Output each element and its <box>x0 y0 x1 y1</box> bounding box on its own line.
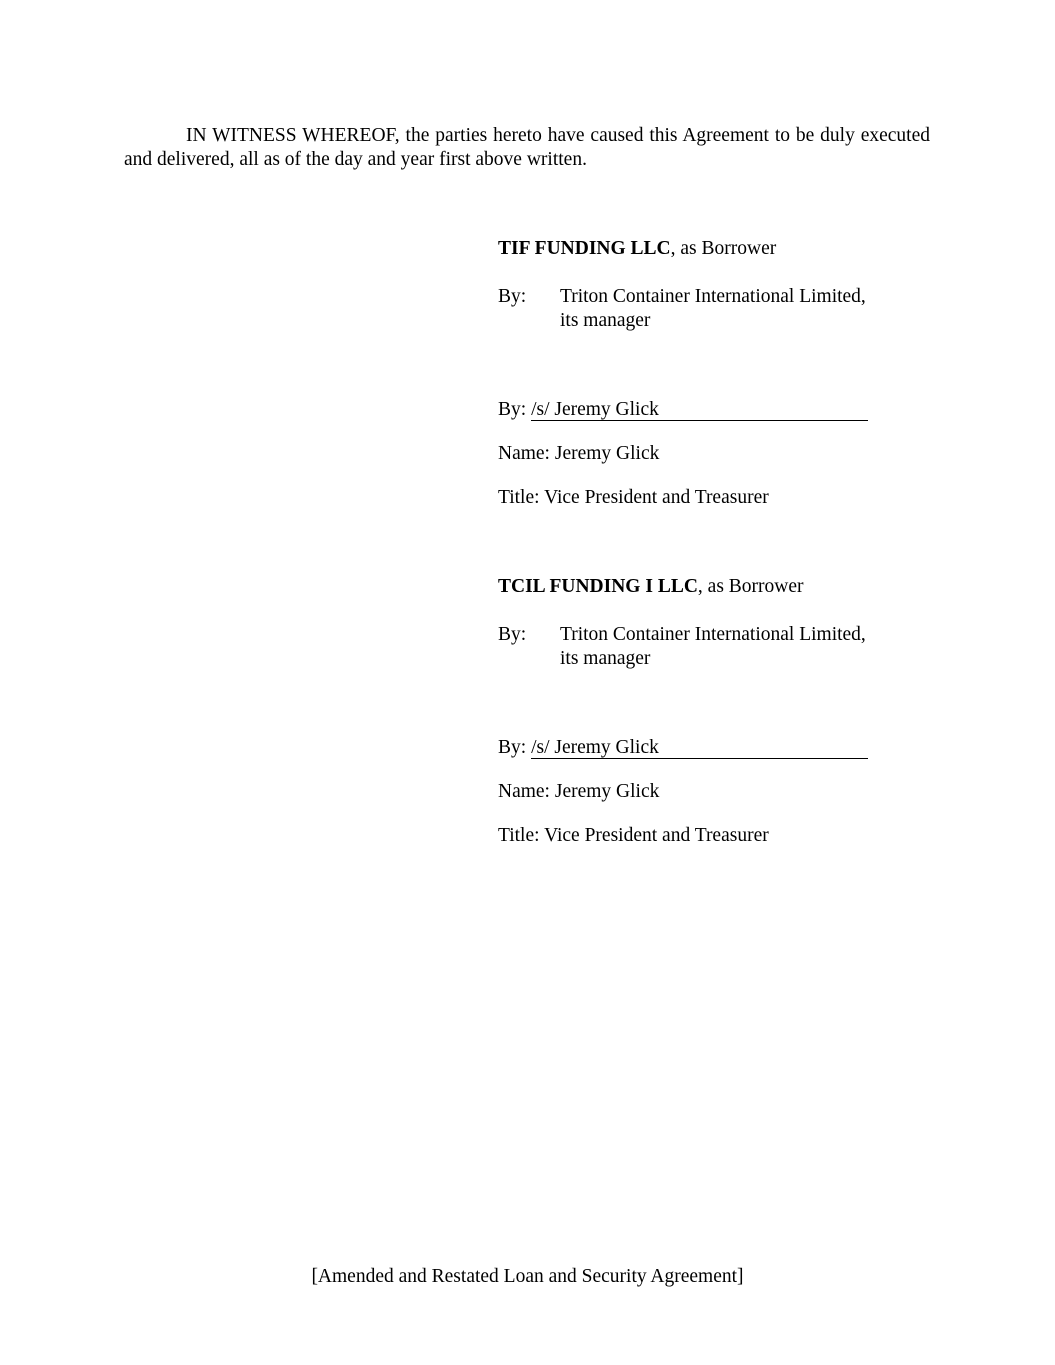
signer-name: Name: Jeremy Glick <box>498 443 660 464</box>
entity-heading <box>498 237 776 261</box>
entity-name: TIF FUNDING LLC <box>498 238 671 259</box>
signature: /s/ Jeremy Glick <box>531 400 868 421</box>
signer-title: Title: Vice President and Treasurer <box>498 487 769 508</box>
by-label: By: <box>498 286 527 307</box>
entity-role: , as Borrower <box>670 238 777 259</box>
signature-by-label: By: <box>498 737 532 758</box>
signature: /s/ Jeremy Glick <box>531 738 868 759</box>
signature-by-label: By: <box>498 399 532 420</box>
signer-name: Name: Jeremy Glick <box>498 781 660 802</box>
by-entity-line2: its manager <box>560 310 651 331</box>
witness-paragraph: IN WITNESS WHEREOF, the parties hereto have caused this Agreement to be duly executed and delivered, all as of the day and year first above written. <box>124 125 930 170</box>
signer-title: Title: Vice President and Treasurer <box>498 825 769 846</box>
by-entity-line1: Triton Container International Limited, <box>560 286 866 307</box>
entity-role: , as Borrower <box>697 576 804 597</box>
signature-line <box>498 398 868 422</box>
by-label: By: <box>498 624 527 645</box>
signature-line <box>498 736 868 760</box>
by-entity-line2: its manager <box>560 648 651 669</box>
page-footer: [Amended and Restated Loan and Security Agreement] <box>311 1266 744 1287</box>
entity-name: TCIL FUNDING I LLC <box>498 576 698 597</box>
entity-heading <box>498 575 804 599</box>
by-entity-line1: Triton Container International Limited, <box>560 624 866 645</box>
